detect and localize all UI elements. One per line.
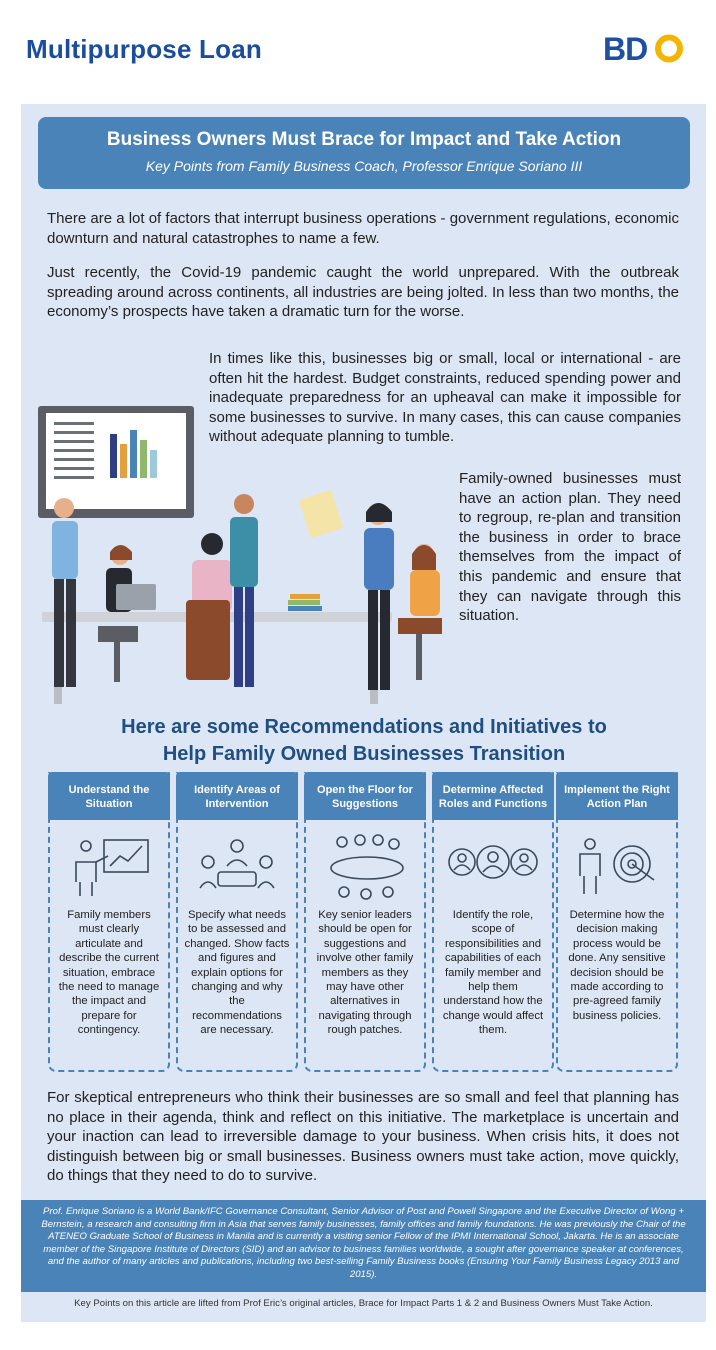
card-description: Specify what needs to be assessed and changed. Show facts and figures and explain options for changing and why the recommendations are necessary. (184, 909, 290, 1037)
card-description: Family members must clearly articulate and describe the current situation, embrace the need to manage the impact and prepare for contingency. (58, 909, 160, 1037)
article-title: Business Owners Must Brace for Impact and Take Action (106, 129, 622, 150)
intro-paragraph: In times like this, businesses big or small, local or international - are often hit the hardest. Budget constraints, reduced spending power and inadequate preparedness for an upheaval can make it impossible for some businesses to survive. In many cases, this can cause companies without adequate planning to tumble. (209, 350, 681, 446)
top-bar (0, 0, 716, 104)
presentation-chart-icon (64, 832, 154, 902)
article-banner (38, 117, 690, 189)
card-title: Understand the Situation (48, 772, 170, 820)
card-description: Identify the role, scope of responsibilities and capabilities of each family member and help them understand how the change would affect them. (442, 909, 544, 1037)
author-bio: Prof. Enrique Soriano is a World Bank/IFC Governance Consultant, Senior Advisor of Post and Powell Singapore and the Executive Director of Wong + Bernstein, a research and consulting firm in Asia that serves family businesses, family offices and family foundations. He was previously the Chair of the ATENEO Graduate School of Business in Manila and is currently a visiting senior Fellow of the IPMI International School, Jakarta. He is an associate member of the Singapore Institute of Directors (SID) and an advisor to business families worldwide, a sought after governance speaker at conferences, and the author of many articles and publications, including two best-selling Family Business books (Ensuring Your Family Business Legacy 2013 and 2015). (21, 1200, 706, 1292)
person-presenter-icon (230, 494, 258, 687)
recommendations-heading-line: Here are some Recommendations and Initiatives to (121, 716, 607, 738)
card-title: Open the Floor for Suggestions (304, 772, 426, 820)
page-title: Multipurpose Loan (26, 34, 262, 64)
card-description: Key senior leaders should be open for suggestions and involve other family members as they may have other alternatives in navigating through rough patches. (316, 909, 414, 1037)
card-title: Implement the Right Action Plan (556, 772, 678, 820)
meeting-table-icon (192, 832, 282, 902)
recommendations-heading (48, 714, 680, 768)
round-table-group-icon (320, 832, 410, 902)
intro-paragraph: There are a lot of factors that interrupt business operations - government regulations, economic downturn and natural catastrophes to name a few. (47, 210, 679, 247)
recommendation-card (48, 772, 170, 1072)
target-person-icon (572, 832, 662, 902)
recommendation-card (432, 772, 554, 1072)
article-subtitle: Key Points from Family Business Coach, Professor Enrique Soriano III (145, 158, 583, 174)
intro-paragraph: Family-owned businesses must have an action plan. They need to regroup, re-plan and transition the business in order to brace themselves from the impact of this pandemic and ensure that they can navigate through this situation. (459, 470, 681, 625)
intro-paragraph: Just recently, the Covid-19 pandemic caught the world unprepared. With the outbreak spreading around across continents, all industries are being jolted. In less than two months, the economy’s prospects have taken a dramatic turn for the worse. (47, 264, 679, 321)
closing-paragraph: For skeptical entrepreneurs who think their businesses are so small and feel that planning has no place in their agenda, think and reflect on this initiative. The marketplace is uncertain and your inaction can lead to irreversible damage to your business. When crisis hits, it does not distinguish between big or small businesses. Business owners must take action, move quickly, do things that they need to do to survive. (47, 1089, 679, 1185)
recommendation-card (304, 772, 426, 1072)
person-seated-right-icon (398, 544, 442, 680)
recommendations-heading-line: Help Family Owned Businesses Transition (162, 743, 566, 765)
card-title: Identify Areas of Intervention (176, 772, 298, 820)
business-meeting-illustration (36, 404, 448, 704)
card-description: Determine how the decision making process would be done. Any sensitive decision should be made according to pre-agreed family business policies. (568, 909, 666, 1022)
logo-mark (603, 30, 685, 66)
bdo-logo[interactable] (603, 30, 685, 66)
recommendation-card (556, 772, 678, 1072)
team-roles-icon (448, 832, 538, 902)
person-document-icon (299, 490, 394, 690)
card-title: Determine Affected Roles and Functions (432, 772, 554, 820)
recommendation-card (176, 772, 298, 1072)
svg-text:BD: BD (603, 31, 648, 66)
source-footnote: Key Points on this article are lifted from Prof Eric’s original articles, Brace for Impact Parts 1 & 2 and Business Owners Must Take Action. (74, 1298, 653, 1309)
person-seated-icon (186, 533, 232, 680)
person-standing-icon (52, 498, 78, 687)
